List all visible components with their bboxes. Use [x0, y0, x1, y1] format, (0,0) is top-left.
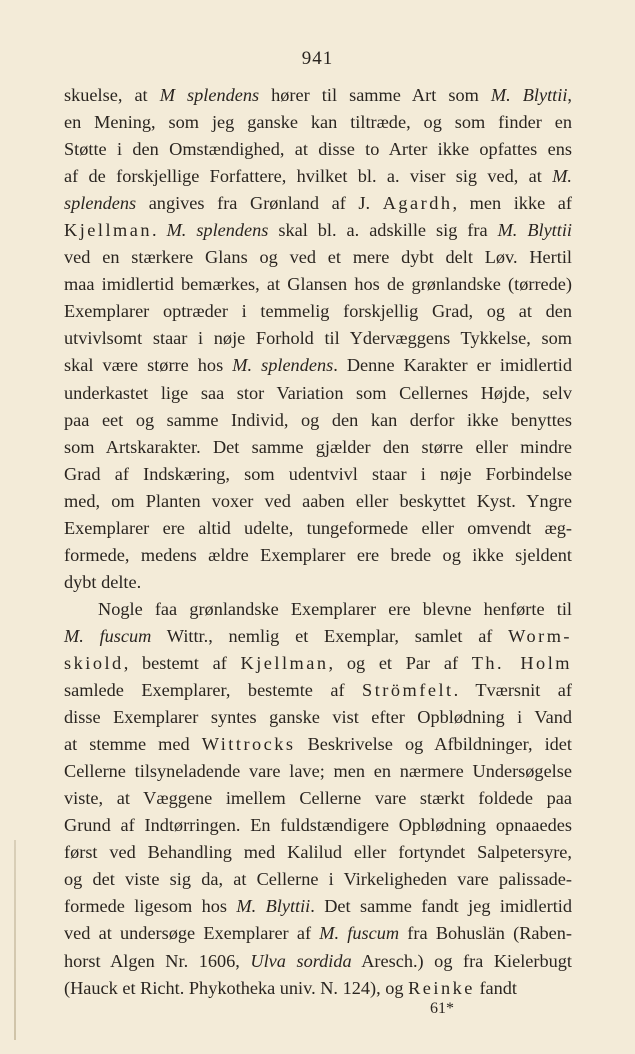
text-line [64, 488, 572, 515]
text-run: horst Algen Nr. 1606, [64, 950, 251, 971]
text-run: formede, medens ældre Exemplarer ere brede og ikke sjeldent [64, 544, 572, 565]
text-line [64, 812, 572, 839]
text-line [64, 677, 572, 704]
text-run: . Det samme fandt jeg imidlertid [310, 896, 572, 917]
italic-taxon: M. Blyttii [236, 896, 311, 917]
text-line [64, 217, 572, 244]
text-line [64, 650, 572, 677]
text-line [64, 893, 572, 920]
text-run: underkastet lige saa stor Variation som Cellernes Højde, selv [64, 382, 572, 403]
text-line [64, 136, 572, 163]
text-run: Cellerne tilsyneladende vare lave; men en nærmere Undersøgelse [64, 761, 572, 782]
text-run: . Denne Karakter er imidlertid [333, 355, 572, 376]
italic-taxon: M. Blyttii [497, 220, 572, 241]
text-run: . Tværsnit af [453, 680, 572, 701]
text-line [64, 975, 572, 1002]
text-run: Nogle faa grønlandske Exemplarer ere blevne henførte til [98, 598, 572, 619]
italic-taxon: Ulva sordida [250, 950, 352, 971]
text-line [64, 569, 572, 596]
text-line [64, 407, 572, 434]
spaced-author-name: Reinke [408, 977, 475, 998]
page-number: 941 [301, 48, 334, 69]
text-run: disse Exemplarer syntes ganske vist efter Opblødning i Vand [64, 707, 572, 728]
text-run: med, om Planten voxer ved aaben eller beskyttet Kyst. Yngre [64, 490, 572, 511]
text-run: ved at undersøge Exemplarer af [64, 923, 320, 944]
italic-taxon: M. splendens [232, 355, 334, 376]
text-line [64, 839, 572, 866]
spaced-author-name: Kjellman [240, 652, 329, 673]
text-line [64, 244, 572, 271]
text-run: hører til samme Art som [259, 85, 491, 105]
text-line [64, 704, 572, 731]
body-text [64, 82, 572, 1002]
spaced-author-name: Wittrocks [201, 734, 296, 755]
text-run: fra Bohuslän (Raben- [399, 923, 572, 944]
text-run: formede ligesom hos [64, 896, 237, 917]
printer-signature: 61* [430, 1000, 454, 1017]
text-run: og det viste sig da, at Cellerne i Virkeligheden vare palissade- [64, 869, 572, 890]
text-run: Aresch.) og fra Kielerbugt [351, 950, 573, 971]
text-run: Exemplarer optræder i temmelig forskjellig Grad, og at den [64, 301, 572, 322]
text-line [64, 948, 572, 975]
text-line [64, 82, 572, 109]
spaced-author-name: skiold [64, 652, 124, 673]
text-run: Exemplarer ere altid udelte, tungeformede eller omvendt æg- [64, 517, 572, 538]
italic-taxon: M. Blyttii [490, 85, 568, 105]
text-line [64, 461, 572, 488]
text-run: . [152, 220, 167, 241]
text-line [64, 596, 572, 623]
text-run: maa imidlertid bemærkes, at Glansen hos de grønlandske (tørrede) [64, 274, 572, 295]
text-run: skuelse, at [64, 85, 160, 105]
text-run: skal være større hos [64, 355, 233, 376]
italic-taxon: M. fuscum [64, 625, 152, 646]
text-line [64, 515, 572, 542]
text-run: Wittr., nemlig et Exemplar, samlet af [151, 625, 509, 646]
text-line [64, 758, 572, 785]
text-run: af de forskjellige Forfattere, hvilket bl. a. viser sig ved, at [64, 166, 553, 187]
italic-taxon: M. fuscum [319, 923, 400, 944]
italic-taxon: M splendens [159, 85, 260, 105]
text-line [64, 434, 572, 461]
text-run: paa eet og samme Individ, og den kan derfor ikke benyttes [64, 409, 572, 430]
text-run: angives fra Grønland af J. [136, 193, 383, 214]
text-run: , [567, 85, 572, 105]
italic-taxon: M. splendens [166, 220, 269, 241]
text-line [64, 866, 572, 893]
text-line [64, 271, 572, 298]
text-line [64, 380, 572, 407]
text-run: Støtte i den Omstændighed, at disse to Arter ikke opfattes ens [64, 139, 572, 160]
text-line [64, 542, 572, 569]
text-run: en Mening, som jeg ganske kan tiltræde, og som finder en [64, 112, 572, 133]
text-line [64, 785, 572, 812]
text-line [64, 352, 572, 379]
text-run: , og et Par af [328, 652, 472, 673]
text-line [64, 731, 572, 758]
text-run: først ved Behandling med Kalilud eller fortyndet Salpetersyre, [64, 842, 572, 863]
text-line [64, 298, 572, 325]
spaced-author-name: Worm- [508, 625, 572, 646]
italic-taxon: M. [552, 166, 572, 187]
spaced-author-name: Kjellman [64, 220, 153, 241]
text-line [64, 163, 572, 190]
spaced-author-name: Agardh [382, 193, 453, 214]
text-run: som Artskarakter. Det samme gjælder den større eller mindre [64, 436, 572, 457]
page-edge-shadow [14, 840, 16, 1040]
text-run: fandt [474, 977, 518, 998]
text-run: viste, at Væggene imellem Cellerne vare stærkt foldede paa [64, 788, 572, 809]
text-run: (Hauck et Richt. Phykotheka univ. N. 124), og [64, 977, 409, 998]
text-run: Beskrivelse og Afbildninger, idet [295, 734, 572, 755]
text-run: utvivlsomt staar i nøje Forhold til Ydervæggens Tykkelse, som [64, 328, 572, 349]
text-run: Grad af Indskæring, som udentvivl staar i nøje Forbindelse [64, 463, 572, 484]
text-run: at stemme med [64, 734, 202, 755]
text-run: dybt delte. [64, 571, 142, 592]
italic-taxon: splendens [64, 193, 137, 214]
text-line [64, 920, 572, 947]
text-line [64, 109, 572, 136]
text-line [64, 325, 572, 352]
text-run: , bestemt af [123, 652, 241, 673]
text-run: , men ikke af [452, 193, 572, 214]
text-run: ved en stærkere Glans og ved et mere dybt delt Løv. Hertil [64, 247, 572, 268]
text-run: skal bl. a. adskille sig fra [268, 220, 498, 241]
text-line [64, 623, 572, 650]
text-line [64, 190, 572, 217]
text-run: Grund af Indtørringen. En fuldstændigere Opblødning opnaaedes [64, 815, 572, 836]
spaced-author-name: Strömfelt [362, 680, 454, 701]
text-run: samlede Exemplarer, bestemte af [64, 680, 363, 701]
spaced-author-name: Th. Holm [471, 652, 572, 673]
